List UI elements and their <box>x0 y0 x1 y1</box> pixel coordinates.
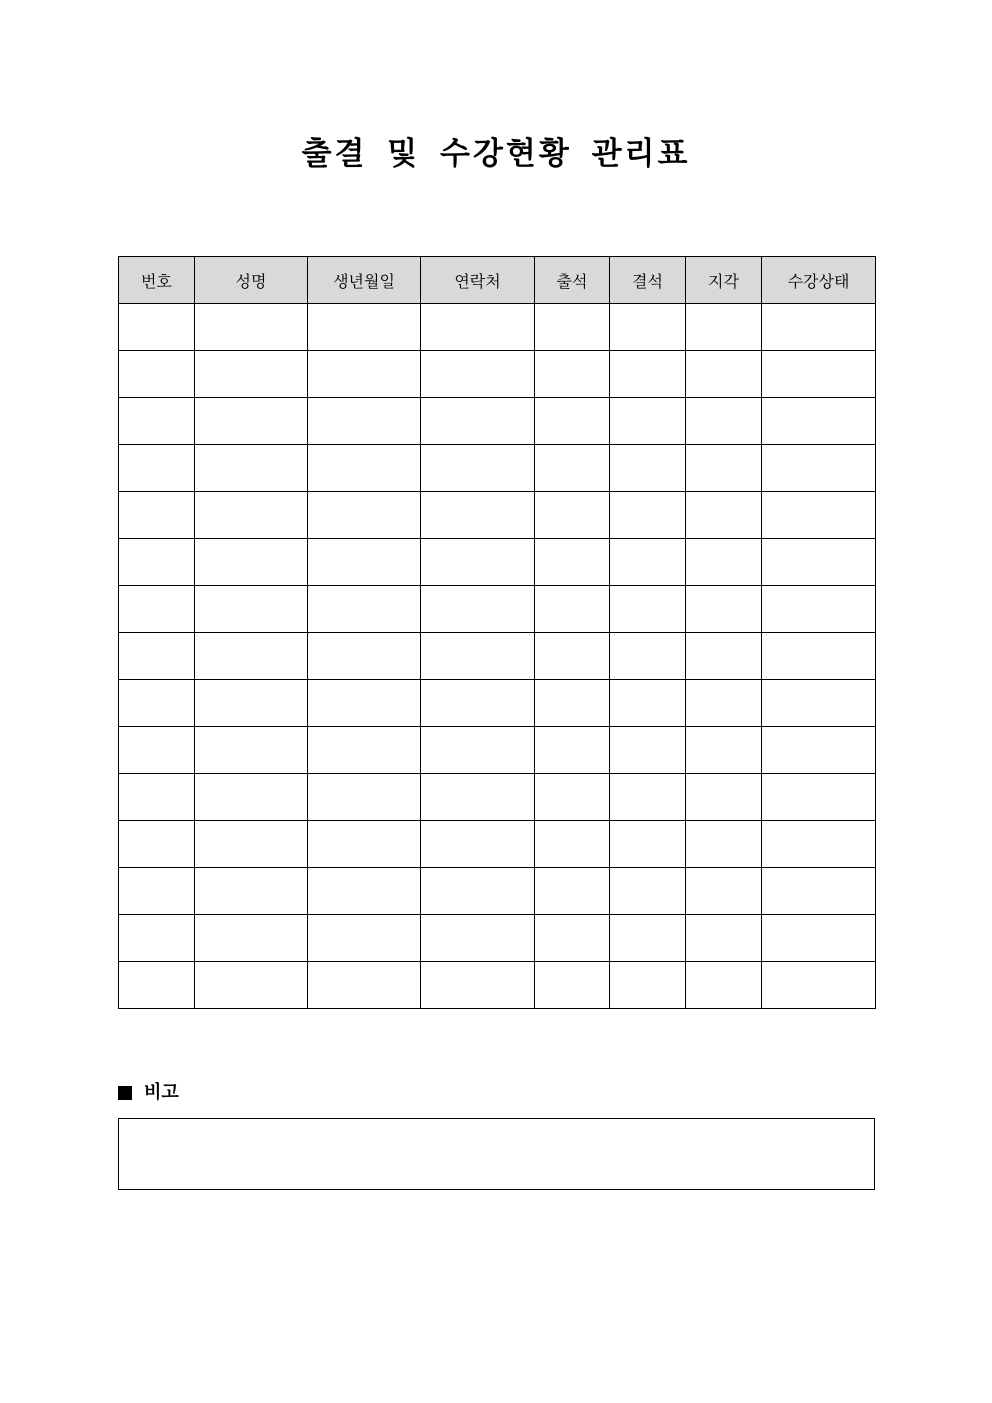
table-cell[interactable] <box>119 586 195 633</box>
table-cell[interactable] <box>119 539 195 586</box>
table-row <box>119 539 876 586</box>
table-cell[interactable] <box>421 586 535 633</box>
table-row <box>119 304 876 351</box>
table-cell[interactable] <box>686 962 762 1009</box>
table-cell[interactable] <box>610 633 686 680</box>
table-cell[interactable] <box>610 868 686 915</box>
table-cell[interactable] <box>610 915 686 962</box>
table-cell[interactable] <box>195 351 308 398</box>
table-cell[interactable] <box>421 351 535 398</box>
table-cell[interactable] <box>535 445 610 492</box>
table-cell[interactable] <box>308 351 421 398</box>
table-cell[interactable] <box>421 962 535 1009</box>
table-cell[interactable] <box>686 727 762 774</box>
table-cell[interactable] <box>421 633 535 680</box>
table-cell[interactable] <box>195 398 308 445</box>
table-cell[interactable] <box>535 821 610 868</box>
column-header-contact: 연락처 <box>421 257 535 304</box>
table-cell[interactable] <box>308 445 421 492</box>
table-cell[interactable] <box>119 633 195 680</box>
table-cell[interactable] <box>421 445 535 492</box>
table-cell[interactable] <box>421 821 535 868</box>
table-cell[interactable] <box>535 915 610 962</box>
table-cell[interactable] <box>535 680 610 727</box>
table-cell[interactable] <box>119 398 195 445</box>
column-header-name: 성명 <box>195 257 308 304</box>
table-cell[interactable] <box>195 680 308 727</box>
table-cell[interactable] <box>762 539 876 586</box>
table-cell[interactable] <box>195 586 308 633</box>
table-cell[interactable] <box>308 868 421 915</box>
table-cell[interactable] <box>762 680 876 727</box>
table-cell[interactable] <box>119 868 195 915</box>
table-cell[interactable] <box>762 821 876 868</box>
table-row <box>119 680 876 727</box>
table-cell[interactable] <box>610 680 686 727</box>
table-cell[interactable] <box>762 304 876 351</box>
table-cell[interactable] <box>308 915 421 962</box>
remarks-box[interactable] <box>118 1118 875 1190</box>
table-row <box>119 492 876 539</box>
table-cell[interactable] <box>535 962 610 1009</box>
table-row <box>119 445 876 492</box>
table-cell[interactable] <box>308 586 421 633</box>
table-row <box>119 774 876 821</box>
column-header-attendance: 출석 <box>535 257 610 304</box>
table-cell[interactable] <box>762 445 876 492</box>
table-cell[interactable] <box>762 351 876 398</box>
table-cell[interactable] <box>119 915 195 962</box>
table-cell[interactable] <box>119 774 195 821</box>
table-cell[interactable] <box>421 868 535 915</box>
table-cell[interactable] <box>686 398 762 445</box>
table-cell[interactable] <box>119 304 195 351</box>
table-cell[interactable] <box>195 868 308 915</box>
table-cell[interactable] <box>535 633 610 680</box>
table-cell[interactable] <box>421 727 535 774</box>
table-cell[interactable] <box>686 868 762 915</box>
table-cell[interactable] <box>610 539 686 586</box>
table-cell[interactable] <box>686 445 762 492</box>
table-cell[interactable] <box>308 962 421 1009</box>
table-cell[interactable] <box>308 680 421 727</box>
table-cell[interactable] <box>535 727 610 774</box>
table-cell[interactable] <box>535 774 610 821</box>
table-cell[interactable] <box>610 821 686 868</box>
table-cell[interactable] <box>308 727 421 774</box>
table-cell[interactable] <box>610 492 686 539</box>
table-cell[interactable] <box>535 868 610 915</box>
table-row <box>119 398 876 445</box>
table-cell[interactable] <box>195 445 308 492</box>
column-header-enrollment-status: 수강상태 <box>762 257 876 304</box>
attendance-table <box>118 256 876 1009</box>
table-cell[interactable] <box>421 539 535 586</box>
table-cell[interactable] <box>610 398 686 445</box>
table-cell[interactable] <box>686 304 762 351</box>
column-header-birthdate: 생년월일 <box>308 257 421 304</box>
table-cell[interactable] <box>686 633 762 680</box>
table-body <box>119 304 876 1009</box>
table-cell[interactable] <box>610 586 686 633</box>
table-cell[interactable] <box>195 633 308 680</box>
table-cell[interactable] <box>686 774 762 821</box>
table-cell[interactable] <box>686 915 762 962</box>
table-cell[interactable] <box>535 492 610 539</box>
table-cell[interactable] <box>119 492 195 539</box>
table-cell[interactable] <box>119 962 195 1009</box>
black-square-icon <box>118 1086 132 1100</box>
table-cell[interactable] <box>762 915 876 962</box>
remarks-heading <box>118 1080 179 1106</box>
table-cell[interactable] <box>762 727 876 774</box>
table-cell[interactable] <box>535 304 610 351</box>
column-header-number: 번호 <box>119 257 195 304</box>
table-cell[interactable] <box>686 539 762 586</box>
table-cell[interactable] <box>686 821 762 868</box>
remarks-heading-label: 비고 <box>144 1082 179 1103</box>
table-cell[interactable] <box>308 821 421 868</box>
table-cell[interactable] <box>686 586 762 633</box>
table-cell[interactable] <box>421 774 535 821</box>
table-cell[interactable] <box>686 351 762 398</box>
table-cell[interactable] <box>195 539 308 586</box>
table-cell[interactable] <box>686 492 762 539</box>
table-cell[interactable] <box>762 962 876 1009</box>
table-row <box>119 586 876 633</box>
table-cell[interactable] <box>610 351 686 398</box>
table-row <box>119 821 876 868</box>
table-cell[interactable] <box>535 539 610 586</box>
table-cell[interactable] <box>119 727 195 774</box>
table-cell[interactable] <box>535 586 610 633</box>
column-header-absence: 결석 <box>610 257 686 304</box>
table-cell[interactable] <box>195 962 308 1009</box>
table-cell[interactable] <box>535 398 610 445</box>
table-row <box>119 868 876 915</box>
table-row <box>119 633 876 680</box>
table-cell[interactable] <box>421 915 535 962</box>
table-cell[interactable] <box>762 492 876 539</box>
table-cell[interactable] <box>195 774 308 821</box>
table-cell[interactable] <box>308 774 421 821</box>
table-row <box>119 915 876 962</box>
table-cell[interactable] <box>535 351 610 398</box>
column-header-tardy: 지각 <box>686 257 762 304</box>
table-cell[interactable] <box>195 915 308 962</box>
table-cell[interactable] <box>119 351 195 398</box>
table-row <box>119 351 876 398</box>
table-cell[interactable] <box>610 962 686 1009</box>
table-cell[interactable] <box>762 398 876 445</box>
table-cell[interactable] <box>195 821 308 868</box>
table-cell[interactable] <box>119 821 195 868</box>
table-cell[interactable] <box>610 304 686 351</box>
table-cell[interactable] <box>195 492 308 539</box>
table-cell[interactable] <box>308 633 421 680</box>
table-cell[interactable] <box>762 633 876 680</box>
table-cell[interactable] <box>119 680 195 727</box>
table-cell[interactable] <box>195 304 308 351</box>
table-cell[interactable] <box>610 727 686 774</box>
table-cell[interactable] <box>762 586 876 633</box>
table-cell[interactable] <box>421 680 535 727</box>
table-cell[interactable] <box>421 398 535 445</box>
table-row <box>119 727 876 774</box>
table-cell[interactable] <box>308 492 421 539</box>
table-cell[interactable] <box>119 445 195 492</box>
table-cell[interactable] <box>610 774 686 821</box>
table-cell[interactable] <box>762 774 876 821</box>
table-cell[interactable] <box>610 445 686 492</box>
table-cell[interactable] <box>421 304 535 351</box>
table-cell[interactable] <box>195 727 308 774</box>
page-title: 출결 및 수강현황 관리표 <box>301 136 691 172</box>
table-cell[interactable] <box>686 680 762 727</box>
table-cell[interactable] <box>308 539 421 586</box>
table-row <box>119 962 876 1009</box>
table-cell[interactable] <box>308 304 421 351</box>
table-cell[interactable] <box>308 398 421 445</box>
table-cell[interactable] <box>421 492 535 539</box>
table-header-row <box>119 257 876 304</box>
table-cell[interactable] <box>762 868 876 915</box>
